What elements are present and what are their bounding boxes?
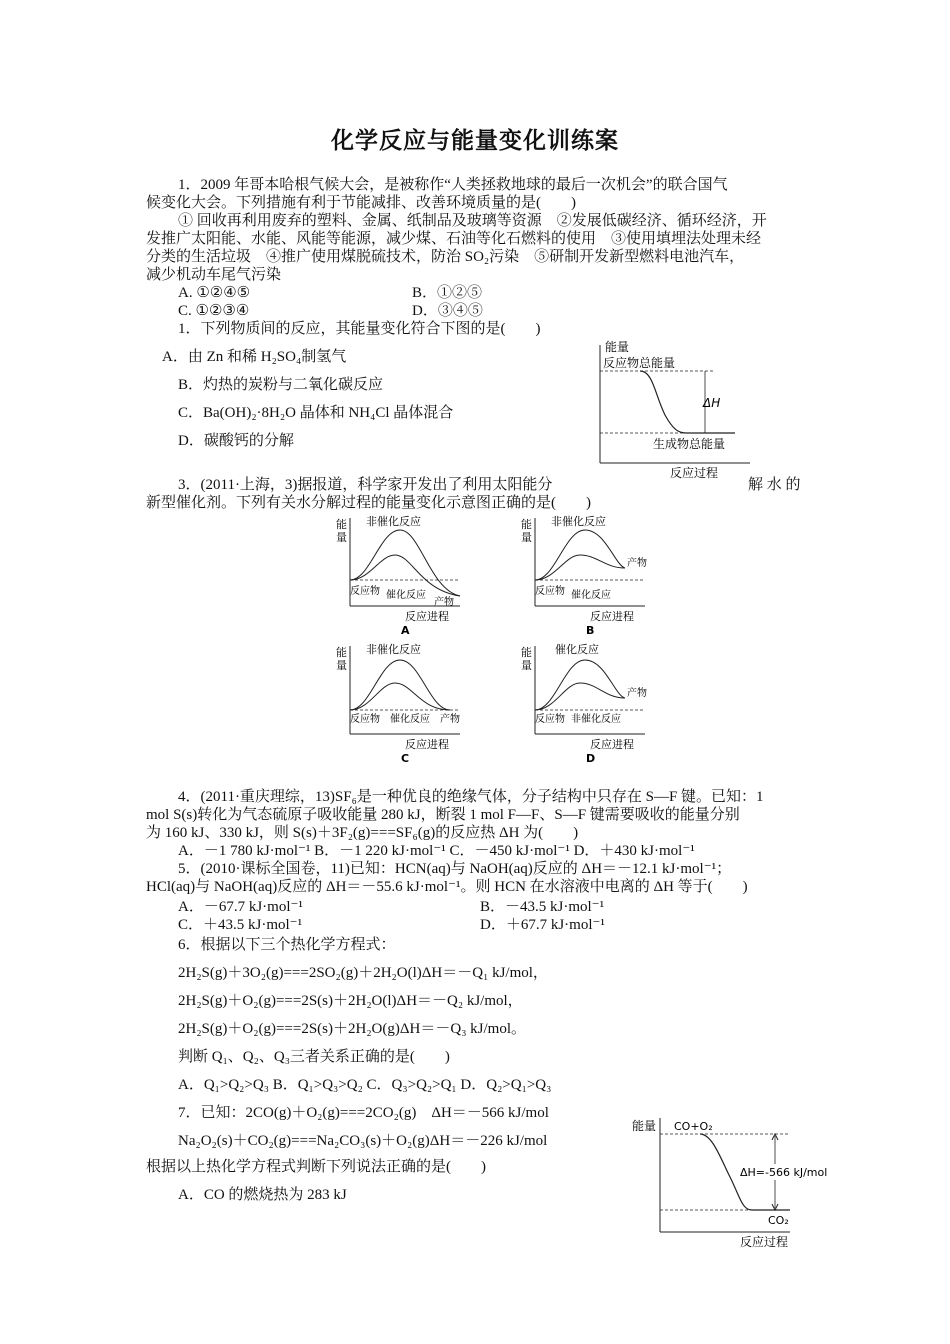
- q1a-line3: ① 回收再利用废弃的塑料、金属、纸制品及玻璃等资源 ②发展低碳经济、循环经济，开: [178, 213, 767, 229]
- q6-ask: 判断 Q₁、Q₂、Q₃三者关系正确的是( ): [178, 1049, 450, 1065]
- q1b-stem: 1．下列物质间的反应，其能量变化符合下图的是( ): [178, 321, 541, 337]
- q7-fig-xlabel: 反应过程: [740, 1235, 789, 1249]
- q1b-option-c: C．Ba(OH)₂·8H₂O 晶体和 NH₄Cl 晶体混合: [178, 405, 454, 421]
- q7-fig-top: CO+O₂: [674, 1120, 713, 1133]
- q5-option-a: A．－67.7 kJ·mol⁻¹: [178, 899, 303, 915]
- q6-equation-2: 2H₂S(g)＋O₂(g)===2S(s)＋2H₂O(l)ΔH＝－Q₂ kJ/mol，: [178, 993, 523, 1009]
- svg-text:产物: 产物: [440, 714, 460, 725]
- q1b-option-d: D．碳酸钙的分解: [178, 433, 294, 449]
- q7-line2: Na₂O₂(s)＋CO₂(g)===Na₂CO₃(s)＋O₂(g)ΔH＝－226 kJ/mol: [178, 1133, 548, 1149]
- q1a-option-b: B．①②⑤: [412, 285, 483, 301]
- svg-text:反应物: 反应物: [350, 586, 380, 597]
- q3-figure-b: [515, 510, 685, 640]
- q1b-fig-products: 生成物总能量: [653, 437, 726, 451]
- svg-text:催化反应: 催化反应: [571, 590, 611, 601]
- svg-text:量: 量: [336, 659, 347, 672]
- svg-text:产物: 产物: [627, 688, 647, 699]
- svg-text:能: 能: [521, 646, 532, 659]
- svg-text:反应进程: 反应进程: [405, 610, 449, 623]
- q7-fig-delta: ΔH=-566 kJ/mol: [740, 1166, 828, 1179]
- q3-figure-d: [515, 638, 685, 768]
- svg-text:催化反应: 催化反应: [555, 643, 599, 656]
- svg-text:反应进程: 反应进程: [405, 738, 449, 751]
- svg-text:产物: 产物: [627, 558, 647, 569]
- svg-text:催化反应: 催化反应: [386, 590, 426, 601]
- q1a-line1: 1．2009 年哥本哈根气候大会，是被称作“人类拯救地球的最后一次机会”的联合国气: [178, 177, 728, 193]
- q3c-cat-curve: [350, 683, 450, 710]
- svg-text:产物: 产物: [434, 597, 454, 608]
- svg-text:能: 能: [336, 646, 347, 659]
- q1a-option-a: A. ①②④⑤: [178, 285, 251, 301]
- svg-text:能: 能: [521, 518, 532, 531]
- q1b-fig-delta: ΔH: [703, 396, 721, 410]
- svg-text:反应物: 反应物: [535, 586, 565, 597]
- svg-text:反应物: 反应物: [350, 714, 380, 725]
- q3-figure-a: [330, 510, 500, 640]
- q3b-cat-curve: [535, 555, 625, 580]
- q3-label-d: D: [586, 752, 596, 765]
- q6-equation-1: 2H₂S(g)＋3O₂(g)===2SO₂(g)＋2H₂O(l)ΔH＝－Q₁ kJ/mol，: [178, 965, 548, 981]
- q5-option-d: D．＋67.7 kJ·mol⁻¹: [480, 917, 605, 933]
- q5-option-c: C．＋43.5 kJ·mol⁻¹: [178, 917, 303, 933]
- q7-line3: 根据以上热化学方程式判断下列说法正确的是( ): [146, 1159, 486, 1175]
- q3-line1: 3．(2011·上海，3)据报道，科学家开发出了利用太阳能分: [178, 477, 553, 493]
- q6-stem: 6．根据以下三个热化学方程式：: [178, 937, 396, 953]
- q1b-fig-ylabel: 能量: [605, 340, 630, 354]
- q5-line1: 5．(2010·课标全国卷，11)已知：HCN(aq)与 NaOH(aq)反应的 ΔH＝－12.1 kJ·mol⁻¹；: [178, 861, 732, 877]
- q1b-option-b: B．灼热的炭粉与二氧化碳反应: [178, 377, 384, 393]
- q3-label-b: B: [586, 624, 595, 637]
- q1b-fig-reactants: 反应物总能量: [603, 356, 676, 370]
- q1a-option-d: D．③④⑤: [412, 303, 483, 319]
- svg-text:催化反应: 催化反应: [390, 714, 430, 725]
- q4-options: A．－1 780 kJ·mol⁻¹ B．－1 220 kJ·mol⁻¹ C．－450 kJ·mol⁻¹ D．＋430 kJ·mol⁻¹: [178, 843, 695, 859]
- q4-line1: 4．(2011·重庆理综，13)SF₆是一种优良的绝缘气体，分子结构中只存在 S—F 键。已知：1: [178, 789, 764, 805]
- svg-text:非催化反应: 非催化反应: [366, 515, 421, 528]
- q1a-line6: 减少机动车尾气污染: [146, 267, 282, 283]
- page-title: 化学反应与能量变化训练案: [331, 128, 619, 154]
- q1b-fig-xlabel: 反应过程: [670, 466, 719, 480]
- svg-text:量: 量: [521, 659, 532, 672]
- q3-line1-end: 解 水 的: [748, 477, 801, 493]
- q4-line3: 为 160 kJ、330 kJ，则 S(s)＋3F₂(g)===SF₆(g)的反应热 ΔH 为( ): [146, 825, 579, 841]
- q7-fig-ylabel: 能量: [632, 1119, 657, 1133]
- svg-text:非催化反应: 非催化反应: [551, 515, 606, 528]
- q5-line2: HCl(aq)与 NaOH(aq)反应的 ΔH＝－55.6 kJ·mol⁻¹。则 HCN 在水溶液中电离的 ΔH 等于( ): [146, 879, 748, 895]
- q5-option-b: B．－43.5 kJ·mol⁻¹: [480, 899, 605, 915]
- q3-label-c: C: [401, 752, 410, 765]
- svg-text:反应进程: 反应进程: [590, 738, 634, 751]
- svg-text:量: 量: [521, 531, 532, 544]
- svg-text:非催化反应: 非催化反应: [571, 714, 621, 725]
- q6-options: A．Q₁>Q₂>Q₃ B．Q₁>Q₃>Q₂ C．Q₃>Q₂>Q₁ D．Q₂>Q₁>Q₃: [178, 1077, 552, 1093]
- q7-line1: 7．已知：2CO(g)＋O₂(g)===2CO₂(g) ΔH＝－566 kJ/mol: [178, 1105, 549, 1121]
- svg-text:能: 能: [336, 518, 347, 531]
- q3-line2: 新型催化剂。下列有关水分解过程的能量变化示意图正确的是( ): [146, 495, 591, 511]
- svg-text:反应物: 反应物: [535, 714, 565, 725]
- q1b-curve: [640, 371, 735, 433]
- q3-label-a: A: [401, 624, 410, 637]
- q7-energy-diagram: [630, 1112, 845, 1252]
- q1a-option-c: C. ①②③④: [178, 303, 250, 319]
- q3d-upper-curve: [535, 660, 625, 710]
- svg-text:非催化反应: 非催化反应: [366, 643, 421, 656]
- q3d-lower-curve: [535, 683, 625, 710]
- svg-text:反应进程: 反应进程: [590, 610, 634, 623]
- q7-fig-bottom: CO₂: [768, 1214, 789, 1227]
- q3c-noncat-curve: [350, 660, 450, 710]
- q3-figure-c: [330, 638, 500, 768]
- q1b-option-a: A．由 Zn 和稀 H₂SO₄制氢气: [162, 349, 347, 365]
- q6-equation-3: 2H₂S(g)＋O₂(g)===2S(s)＋2H₂O(g)ΔH＝－Q₃ kJ/mol。: [178, 1021, 527, 1037]
- svg-text:量: 量: [336, 531, 347, 544]
- q1a-line4: 发推广太阳能、水能、风能等能源，减少煤、石油等化石燃料的使用 ③使用填埋法处理未经: [146, 231, 762, 247]
- q4-line2: mol S(s)转化为气态硫原子吸收能量 280 kJ，断裂 1 mol F—F、S—F 键需要吸收的能量分别: [146, 807, 740, 823]
- q1b-energy-diagram: [585, 335, 760, 485]
- q1a-line2: 候变化大会。下列措施有利于节能减排、改善环境质量的是( ): [146, 195, 576, 211]
- q1a-line5: 分类的生活垃圾 ④推广使用煤脱硫技术，防治 SO₂污染 ⑤研制开发新型燃料电池汽车，: [146, 249, 745, 265]
- q7-option-a: A．CO 的燃烧热为 283 kJ: [178, 1187, 347, 1203]
